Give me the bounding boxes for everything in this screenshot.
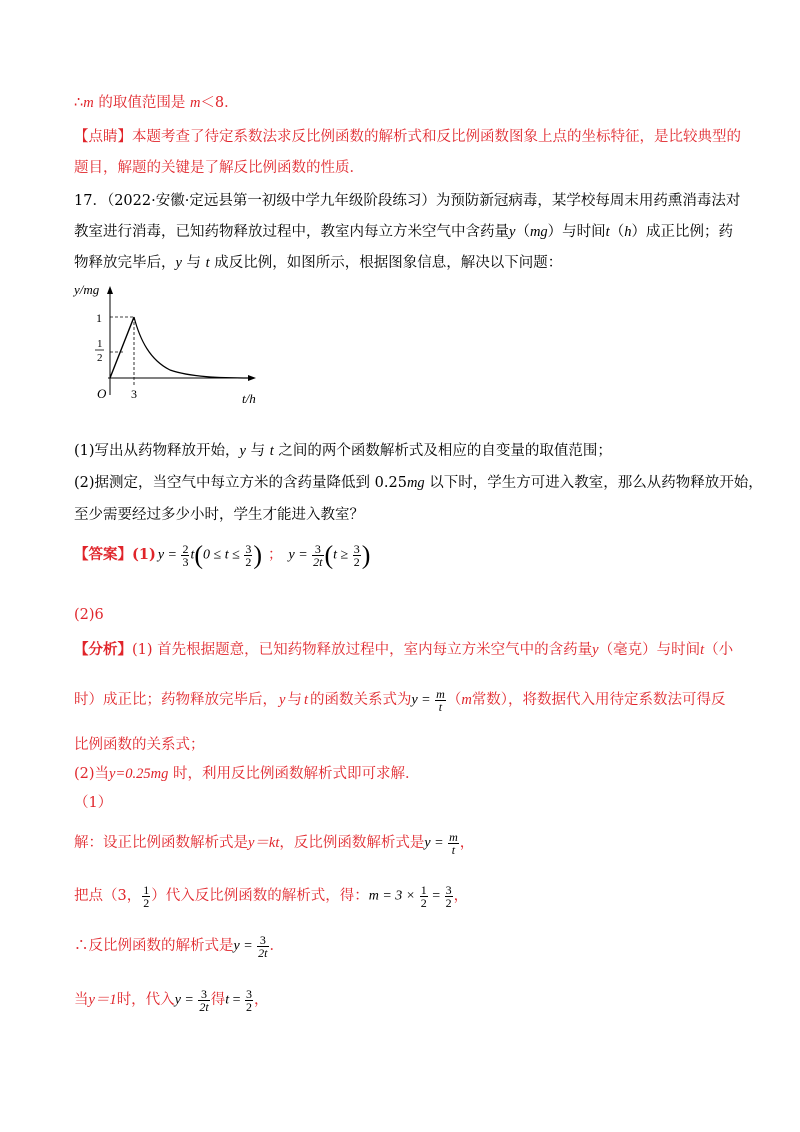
question-17-line-2	[74, 222, 733, 242]
solve-line-2	[74, 878, 468, 914]
unit-h: h	[624, 224, 632, 240]
fenxi-tag: 【分析】	[74, 641, 132, 658]
y-tick-half-den: 2	[97, 352, 103, 364]
formula-y: y =	[233, 938, 257, 954]
solve-text: 得	[210, 992, 226, 1008]
q17-text: ）与时间	[547, 224, 606, 240]
solve-text: ）代入反比例函数的解析式，得：	[151, 888, 369, 904]
frac-den: 2t	[313, 554, 323, 569]
solve-inverse-formula	[424, 831, 459, 856]
var-y: y	[175, 255, 182, 271]
solve-text: ，	[453, 888, 469, 904]
var-y: y	[239, 443, 246, 459]
frac-num: 3	[245, 541, 252, 556]
frac-den: 3	[182, 554, 189, 569]
solve-t-value: t = $\frac{3}{2}$	[225, 986, 252, 1014]
conclusion-value: ＜8．	[200, 95, 239, 111]
fenxi-line-1	[74, 640, 733, 660]
equals: =	[428, 888, 444, 904]
fenxi-text: 时）成正比；药物释放完毕后，	[74, 692, 277, 708]
frac-den: 2	[353, 554, 360, 569]
question-17-line-1: 17．（2022·安徽·定远县第一初级中学九年级阶段练习）为预防新冠病毒，某学校每周末用药熏消毒法对	[74, 193, 741, 209]
var-m: m	[461, 692, 472, 708]
solve-formula: y＝kt	[248, 835, 280, 851]
fenxi-text: 常数），将数据代入用待定系数法可得反	[471, 692, 726, 708]
q17-text: 教室进行消毒，已知药物释放过程中，教室内每立方米空气中含药量	[74, 224, 509, 240]
fenxi-line-5: （1）	[74, 795, 113, 811]
fenxi-line-4	[74, 764, 419, 784]
frac-den: t	[451, 842, 456, 857]
fenxi-formula	[411, 688, 446, 713]
p1-text: 之间的两个函数解析式及相应的自变量的取值范围；	[273, 443, 612, 459]
p1-text: (1)写出从药物释放开始，	[74, 443, 240, 459]
frac-num: m	[436, 686, 445, 701]
var-t: t	[303, 692, 308, 708]
unit-mg: mg	[406, 475, 425, 491]
var-y: y	[279, 692, 286, 708]
frac-num: 1	[143, 882, 150, 897]
formula-y: y =	[174, 992, 198, 1008]
solve-substitute-formula	[175, 988, 211, 1013]
x-tick-3: 3	[131, 387, 137, 401]
answer-part-2: (2)6	[74, 607, 104, 623]
solve-text: 当	[74, 992, 89, 1008]
frac-num: 2	[182, 541, 189, 556]
fenxi-text: 与	[287, 692, 302, 708]
p1-text: 与	[245, 443, 270, 459]
p2-text: 以下时，学生方可进入教室，那么从药物释放开始，	[424, 475, 763, 491]
var-t: t	[605, 224, 610, 240]
answer-line	[74, 535, 370, 575]
frac-num: 3	[246, 986, 252, 1001]
solve-text: ，反比例函数解析式是	[279, 835, 425, 851]
fenxi-text: （	[446, 692, 462, 708]
answer-formula-2: y = $\frac{3}{2t}$ (t ≥ $\frac{3}{2}$ )	[288, 540, 371, 569]
solve-text: ．	[269, 938, 285, 954]
frac-num: 1	[420, 882, 427, 897]
var-m: m	[189, 95, 201, 111]
solve-line-1	[74, 825, 474, 861]
answer-tag: 【答案】(1)	[74, 546, 156, 563]
conclusion-line	[74, 93, 239, 113]
solve-text: ，	[254, 992, 269, 1008]
therefore-symbol: ∴	[74, 95, 84, 111]
fenxi-text: （小	[704, 642, 734, 658]
solve-condition: y＝1	[88, 992, 117, 1008]
frac-num: 3	[257, 934, 268, 947]
formula-y: y =	[288, 547, 312, 563]
rising-segment	[110, 317, 134, 378]
formula-y: y =	[157, 547, 181, 563]
conclusion-text: 的取值范围是	[93, 95, 190, 111]
solve-m-value	[369, 884, 454, 909]
var-m: m	[83, 95, 94, 111]
var-t: t	[205, 255, 210, 271]
frac-den: 2t	[258, 945, 268, 960]
domain-1: 0 ≤ t ≤	[203, 547, 244, 563]
origin-label: O	[97, 386, 107, 401]
frac-den: 2	[420, 895, 427, 910]
var-y: y	[509, 224, 516, 240]
frac-den: 2	[246, 999, 252, 1014]
paren: （	[515, 224, 530, 240]
solve-text: 时，代入	[116, 992, 175, 1008]
frac-num: 3	[198, 988, 209, 1001]
dianjing-tag: 【点睛】	[74, 129, 132, 145]
fenxi-condition: y=0.25mg	[109, 766, 169, 782]
unit-mg: mg	[529, 224, 548, 240]
fenxi-text: 的函数关系式为	[309, 692, 412, 708]
dianjing-line-2: 题目，解题的关键是了解反比例函数的性质．	[74, 160, 364, 176]
answer-sep: ；	[267, 547, 283, 563]
fenxi-text: (2)当	[74, 766, 110, 782]
formula-y: y =	[424, 835, 448, 851]
solve-result-formula	[234, 934, 270, 959]
var-t: t	[190, 547, 195, 563]
dianjing-line-1	[74, 127, 741, 147]
function-graph	[70, 280, 270, 410]
m-expression: m = 3 ×	[368, 888, 419, 904]
q17-text: 与	[181, 255, 206, 271]
frac-num: 3	[353, 541, 360, 556]
fenxi-line-3: 比例函数的关系式；	[74, 737, 205, 753]
solve-text: ∴反比例函数的解析式是	[74, 938, 234, 954]
question-17-line-3	[74, 253, 562, 273]
frac-den: 2	[445, 895, 452, 910]
solve-line-3	[74, 928, 284, 964]
solve-text: 解：设正比例函数解析式是	[74, 835, 248, 851]
p2-text: (2)据测定，当空气中每立方米的含药量降低到 0.25	[74, 475, 407, 491]
var-y: y	[592, 642, 599, 658]
solve-text: 把点（3，	[74, 888, 142, 904]
y-axis-arrow	[107, 286, 113, 294]
domain-2: t ≥	[333, 547, 352, 563]
var-t: t	[269, 443, 274, 459]
solve-line-4	[74, 982, 269, 1018]
part-2-question-line-1	[74, 473, 763, 493]
y-tick-half-num: 1	[97, 338, 103, 350]
frac-den: t	[438, 699, 443, 714]
q17-text: ）成正比例；药	[631, 224, 733, 240]
fenxi-text: 时，利用反比例函数解析式即可求解．	[168, 766, 420, 782]
frac-num: 3	[312, 543, 323, 556]
y-tick-1: 1	[96, 311, 102, 325]
var-t: t	[225, 992, 230, 1008]
frac-den: 2	[245, 554, 252, 569]
q17-text: 成反比例，如图所示，根据图象信息，解决以下问题：	[209, 255, 563, 271]
dianjing-text: 本题考查了待定系数法求反比例函数的解析式和反比例函数图象上点的坐标特征，是比较典型的	[132, 129, 741, 145]
fenxi-text: (1) 首先根据题意，已知药物释放过程中，室内每立方米空气中的含药量	[132, 642, 593, 658]
solve-text: ，	[459, 835, 475, 851]
frac-num: m	[449, 829, 458, 844]
q17-text: 物释放完毕后，	[74, 255, 176, 271]
x-axis-label: t/h	[242, 391, 256, 406]
frac-den: 2t	[199, 999, 209, 1014]
answer-formula-1: y = $\frac{2}{3}$ t(0 ≤ t ≤ $\frac{3}{2}$ )	[157, 540, 262, 569]
frac-den: 2	[143, 895, 150, 910]
fenxi-text: （毫克）与时间	[598, 642, 701, 658]
part-2-question-line-2: 至少需要经过多少小时，学生才能进入教室？	[74, 507, 364, 523]
decay-curve	[134, 317, 250, 378]
paren: （	[609, 224, 625, 240]
y-axis-label: y/mg	[74, 282, 100, 297]
frac-num: 3	[445, 882, 452, 897]
formula-y: y =	[411, 692, 435, 708]
fenxi-line-2	[74, 682, 726, 718]
part-1-question	[74, 441, 612, 461]
var-t: t	[700, 642, 705, 658]
